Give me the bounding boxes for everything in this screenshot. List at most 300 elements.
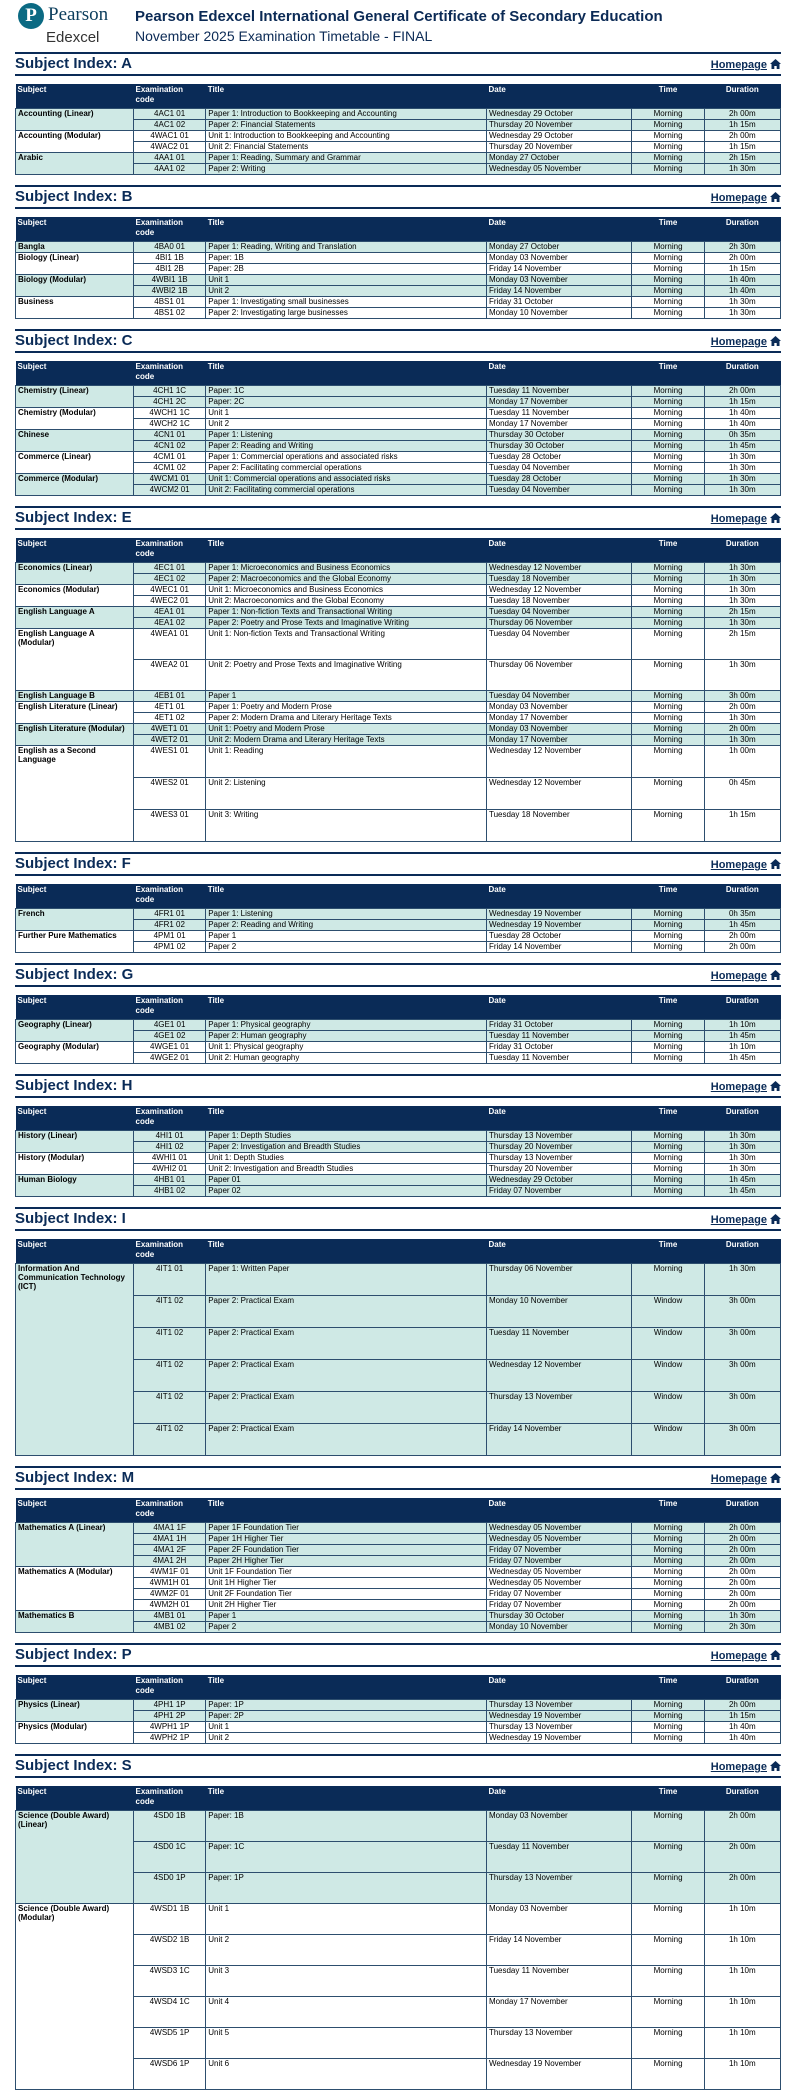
- exam-code: 4WCH2 1C: [134, 419, 206, 430]
- homepage-link[interactable]: Homepage: [710, 1081, 767, 1093]
- exam-date: Tuesday 11 November: [486, 1966, 631, 1997]
- homepage-link[interactable]: Homepage: [710, 192, 767, 204]
- section-title: Subject Index: A: [15, 55, 132, 72]
- paper-title: Paper 01: [206, 1175, 487, 1186]
- subject-name: Arabic: [16, 153, 134, 175]
- subject-name: Biology (Modular): [16, 275, 134, 297]
- exam-code: 4CN1 02: [134, 441, 206, 452]
- exam-date: Thursday 13 November: [486, 1153, 631, 1164]
- exam-date: Thursday 20 November: [486, 1142, 631, 1153]
- table-row: [16, 430, 781, 441]
- timetable-table: [15, 538, 781, 842]
- exam-duration: 1h 30m: [704, 713, 780, 724]
- home-icon[interactable]: [770, 1473, 781, 1483]
- subject-name: Geography (Linear): [16, 1020, 134, 1042]
- paper-title: Unit 1: Depth Studies: [206, 1153, 487, 1164]
- home-icon[interactable]: [770, 192, 781, 202]
- paper-title: Paper: 1C: [206, 1842, 487, 1873]
- exam-date: Tuesday 11 November: [486, 408, 631, 419]
- exam-date: Friday 07 November: [486, 1545, 631, 1556]
- exam-date: Monday 03 November: [486, 253, 631, 264]
- exam-code: 4HI1 01: [134, 1131, 206, 1142]
- exam-date: Tuesday 28 October: [486, 452, 631, 463]
- exam-code: 4WGE1 01: [134, 1042, 206, 1053]
- paper-title: Unit 2: Human geography: [206, 1053, 487, 1064]
- home-icon[interactable]: [770, 59, 781, 69]
- paper-title: Paper 1F Foundation Tier: [206, 1523, 487, 1534]
- table-header-row: [16, 1675, 781, 1700]
- homepage-link[interactable]: Homepage: [710, 970, 767, 982]
- exam-date: Monday 03 November: [486, 1811, 631, 1842]
- homepage-link[interactable]: Homepage: [710, 1650, 767, 1662]
- home-icon[interactable]: [770, 1761, 781, 1771]
- column-header-subj: Subject: [16, 217, 134, 242]
- table-row: [16, 724, 781, 735]
- paper-title: Paper 1: Written Paper: [206, 1264, 487, 1296]
- timetable-table: [15, 1498, 781, 1633]
- exam-duration: 2h 00m: [704, 942, 780, 953]
- column-header-dur: Duration: [704, 1498, 780, 1523]
- section-header: [15, 185, 781, 209]
- section-title: Subject Index: H: [15, 1077, 133, 1094]
- exam-duration: 2h 00m: [704, 253, 780, 264]
- paper-title: Unit 1: Non-fiction Texts and Transactional Writing: [206, 629, 487, 660]
- exam-date: Tuesday 18 November: [486, 810, 631, 842]
- column-header-code: Examination code: [134, 217, 206, 242]
- exam-code: 4MA1 1H: [134, 1534, 206, 1545]
- exam-code: 4IT1 02: [134, 1296, 206, 1328]
- paper-title: Paper 1: Microeconomics and Business Economics: [206, 563, 487, 574]
- column-header-dur: Duration: [704, 884, 780, 909]
- exam-code: 4WCM2 01: [134, 485, 206, 496]
- timetable-table: [15, 217, 781, 319]
- section-title: Subject Index: P: [15, 1646, 132, 1663]
- paper-title: Paper 2: Reading and Writing: [206, 920, 487, 931]
- paper-title: Unit 1: Poetry and Modern Prose: [206, 724, 487, 735]
- exam-date: Wednesday 12 November: [486, 778, 631, 810]
- exam-date: Friday 14 November: [486, 942, 631, 953]
- paper-title: Paper 2: Practical Exam: [206, 1296, 487, 1328]
- timetable-table: [15, 1675, 781, 1744]
- column-header-time: Time: [632, 1239, 704, 1264]
- exam-time: Morning: [632, 735, 704, 746]
- exam-code: 4PH1 1P: [134, 1700, 206, 1711]
- paper-title: Paper 2: Facilitating commercial operations: [206, 463, 487, 474]
- exam-code: 4IT1 02: [134, 1360, 206, 1392]
- exam-time: Morning: [632, 1042, 704, 1053]
- exam-duration: 1h 30m: [704, 308, 780, 319]
- column-header-date: Date: [486, 84, 631, 109]
- exam-duration: 2h 15m: [704, 629, 780, 660]
- column-header-subj: Subject: [16, 1498, 134, 1523]
- subject-name: Chemistry (Modular): [16, 408, 134, 430]
- exam-date: Thursday 20 November: [486, 120, 631, 131]
- column-header-time: Time: [632, 995, 704, 1020]
- exam-time: Morning: [632, 1020, 704, 1031]
- paper-title: Unit 2: Macroeconomics and the Global Economy: [206, 596, 487, 607]
- exam-time: Morning: [632, 386, 704, 397]
- exam-time: Morning: [632, 2028, 704, 2059]
- exam-time: Morning: [632, 397, 704, 408]
- subject-name: French: [16, 909, 134, 931]
- exam-time: Morning: [632, 1711, 704, 1722]
- pearson-p-icon: P: [18, 3, 44, 29]
- subject-name: English Literature (Linear): [16, 702, 134, 724]
- paper-title: Paper 2: Financial Statements: [206, 120, 487, 131]
- exam-time: Morning: [632, 1567, 704, 1578]
- subject-name: Geography (Modular): [16, 1042, 134, 1064]
- exam-code: 4EC1 02: [134, 574, 206, 585]
- paper-title: Paper: 1B: [206, 253, 487, 264]
- homepage-link[interactable]: Homepage: [710, 336, 767, 348]
- exam-date: Thursday 30 October: [486, 441, 631, 452]
- timetable-table: [15, 361, 781, 496]
- exam-time: Morning: [632, 297, 704, 308]
- column-header-time: Time: [632, 1498, 704, 1523]
- column-header-time: Time: [632, 361, 704, 386]
- subject-name: Science (Double Award) (Modular): [16, 1904, 134, 2090]
- exam-time: Window: [632, 1360, 704, 1392]
- table-row: [16, 253, 781, 264]
- exam-duration: 1h 00m: [704, 746, 780, 778]
- exam-code: 4EB1 01: [134, 691, 206, 702]
- exam-code: 4WGE2 01: [134, 1053, 206, 1064]
- column-header-dur: Duration: [704, 538, 780, 563]
- column-header-time: Time: [632, 1786, 704, 1811]
- exam-code: 4WES1 01: [134, 746, 206, 778]
- exam-code: 4WBI1 1B: [134, 275, 206, 286]
- exam-time: Morning: [632, 596, 704, 607]
- table-row: [16, 931, 781, 942]
- section-header: [15, 1207, 781, 1231]
- exam-duration: 2h 00m: [704, 1600, 780, 1611]
- exam-date: Thursday 20 November: [486, 1164, 631, 1175]
- table-row: [16, 691, 781, 702]
- exam-time: Morning: [632, 153, 704, 164]
- exam-duration: 1h 10m: [704, 1904, 780, 1935]
- exam-code: 4HI1 02: [134, 1142, 206, 1153]
- subject-name: Accounting (Modular): [16, 131, 134, 153]
- table-row: [16, 1722, 781, 1733]
- exam-time: Morning: [632, 452, 704, 463]
- exam-date: Tuesday 11 November: [486, 386, 631, 397]
- exam-date: Wednesday 12 November: [486, 563, 631, 574]
- column-header-time: Time: [632, 538, 704, 563]
- section-header: [15, 1754, 781, 1778]
- subject-name: History (Modular): [16, 1153, 134, 1175]
- exam-code: 4WCH1 1C: [134, 408, 206, 419]
- subject-name: Further Pure Mathematics: [16, 931, 134, 953]
- exam-duration: 1h 15m: [704, 142, 780, 153]
- exam-time: Morning: [632, 607, 704, 618]
- exam-code: 4MA1 1F: [134, 1523, 206, 1534]
- exam-duration: 1h 30m: [704, 596, 780, 607]
- exam-time: Morning: [632, 430, 704, 441]
- exam-code: 4AA1 01: [134, 153, 206, 164]
- exam-time: Morning: [632, 702, 704, 713]
- column-header-title: Title: [206, 884, 487, 909]
- table-row: [16, 452, 781, 463]
- exam-date: Tuesday 11 November: [486, 1328, 631, 1360]
- exam-time: Morning: [632, 909, 704, 920]
- exam-duration: 1h 30m: [704, 1142, 780, 1153]
- exam-duration: 1h 30m: [704, 660, 780, 691]
- column-header-title: Title: [206, 361, 487, 386]
- paper-title: Paper 1: Non-fiction Texts and Transactional Writing: [206, 607, 487, 618]
- paper-title: Unit 2: Modern Drama and Literary Heritage Texts: [206, 735, 487, 746]
- exam-code: 4SD0 1P: [134, 1873, 206, 1904]
- table-row: [16, 1611, 781, 1622]
- exam-date: Wednesday 12 November: [486, 585, 631, 596]
- exam-duration: 2h 00m: [704, 931, 780, 942]
- paper-title: Paper 2: Practical Exam: [206, 1328, 487, 1360]
- table-row: [16, 1153, 781, 1164]
- exam-date: Monday 17 November: [486, 713, 631, 724]
- table-header-row: [16, 217, 781, 242]
- exam-time: Morning: [632, 1142, 704, 1153]
- exam-duration: 1h 10m: [704, 2028, 780, 2059]
- column-header-time: Time: [632, 1675, 704, 1700]
- table-header-row: [16, 361, 781, 386]
- home-icon[interactable]: [770, 336, 781, 346]
- table-header-row: [16, 538, 781, 563]
- exam-time: Morning: [632, 242, 704, 253]
- paper-title: Unit 1: [206, 1722, 487, 1733]
- subject-name: English Language A: [16, 607, 134, 629]
- paper-title: Paper 1: Reading, Summary and Grammar: [206, 153, 487, 164]
- paper-title: Unit 2: Facilitating commercial operations: [206, 485, 487, 496]
- exam-date: Thursday 06 November: [486, 618, 631, 629]
- exam-time: Morning: [632, 408, 704, 419]
- home-icon[interactable]: [770, 1650, 781, 1660]
- homepage-link[interactable]: Homepage: [710, 513, 767, 525]
- exam-duration: 1h 10m: [704, 1042, 780, 1053]
- exam-date: Wednesday 05 November: [486, 1534, 631, 1545]
- exam-code: 4CH1 2C: [134, 397, 206, 408]
- column-header-code: Examination code: [134, 1786, 206, 1811]
- exam-date: Thursday 20 November: [486, 142, 631, 153]
- paper-title: Unit 2F Foundation Tier: [206, 1589, 487, 1600]
- exam-code: 4MA1 2F: [134, 1545, 206, 1556]
- exam-duration: 1h 40m: [704, 408, 780, 419]
- exam-date: Wednesday 19 November: [486, 1711, 631, 1722]
- exam-time: Morning: [632, 164, 704, 175]
- exam-code: 4PM1 02: [134, 942, 206, 953]
- exam-duration: 3h 00m: [704, 1360, 780, 1392]
- exam-time: Morning: [632, 275, 704, 286]
- exam-time: Morning: [632, 618, 704, 629]
- exam-duration: 1h 45m: [704, 1186, 780, 1197]
- exam-duration: 1h 45m: [704, 920, 780, 931]
- exam-duration: 1h 45m: [704, 441, 780, 452]
- paper-title: Paper 1: Commercial operations and associated risks: [206, 452, 487, 463]
- exam-duration: 3h 00m: [704, 691, 780, 702]
- section-header: [15, 852, 781, 876]
- exam-time: Morning: [632, 1264, 704, 1296]
- section-header: [15, 963, 781, 987]
- paper-title: Paper 2H Higher Tier: [206, 1556, 487, 1567]
- logo-pearson-text: Pearson: [48, 4, 109, 25]
- column-header-subj: Subject: [16, 884, 134, 909]
- exam-date: Monday 27 October: [486, 242, 631, 253]
- exam-date: Friday 07 November: [486, 1589, 631, 1600]
- table-row: [16, 1131, 781, 1142]
- subject-name: English Language A (Modular): [16, 629, 134, 691]
- exam-code: 4FR1 02: [134, 920, 206, 931]
- paper-title: Unit 1: Introduction to Bookkeeping and Accounting: [206, 131, 487, 142]
- paper-title: Unit 1F Foundation Tier: [206, 1567, 487, 1578]
- exam-duration: 1h 45m: [704, 1175, 780, 1186]
- exam-duration: 1h 10m: [704, 1020, 780, 1031]
- exam-duration: 1h 30m: [704, 463, 780, 474]
- home-icon[interactable]: [770, 1214, 781, 1224]
- subject-name: Economics (Linear): [16, 563, 134, 585]
- exam-duration: 2h 00m: [704, 1811, 780, 1842]
- exam-duration: 1h 10m: [704, 1966, 780, 1997]
- exam-date: Thursday 13 November: [486, 1131, 631, 1142]
- exam-date: Tuesday 04 November: [486, 485, 631, 496]
- section-header: [15, 329, 781, 353]
- paper-title: Paper 1: Poetry and Modern Prose: [206, 702, 487, 713]
- exam-duration: 2h 00m: [704, 1842, 780, 1873]
- exam-time: Morning: [632, 660, 704, 691]
- exam-date: Wednesday 05 November: [486, 1578, 631, 1589]
- exam-date: Thursday 13 November: [486, 1722, 631, 1733]
- timetable-table: [15, 1786, 781, 2090]
- exam-date: Monday 17 November: [486, 397, 631, 408]
- exam-code: 4BS1 01: [134, 297, 206, 308]
- subject-name: Physics (Linear): [16, 1700, 134, 1722]
- section-header: [15, 506, 781, 530]
- exam-time: Morning: [632, 485, 704, 496]
- exam-time: Morning: [632, 463, 704, 474]
- exam-code: 4CH1 1C: [134, 386, 206, 397]
- exam-code: 4SD0 1B: [134, 1811, 206, 1842]
- exam-duration: 2h 00m: [704, 1873, 780, 1904]
- exam-time: Morning: [632, 1153, 704, 1164]
- exam-time: Morning: [632, 1175, 704, 1186]
- table-row: [16, 1264, 781, 1296]
- column-header-date: Date: [486, 1498, 631, 1523]
- exam-time: Morning: [632, 1966, 704, 1997]
- subject-name: Chinese: [16, 430, 134, 452]
- exam-duration: 2h 00m: [704, 131, 780, 142]
- exam-date: Thursday 30 October: [486, 430, 631, 441]
- exam-code: 4WHI2 01: [134, 1164, 206, 1175]
- exam-duration: 1h 10m: [704, 2059, 780, 2090]
- exam-code: 4EA1 01: [134, 607, 206, 618]
- table-row: [16, 408, 781, 419]
- column-header-subj: Subject: [16, 84, 134, 109]
- exam-time: Morning: [632, 1733, 704, 1744]
- exam-code: 4WSD5 1P: [134, 2028, 206, 2059]
- exam-time: Morning: [632, 629, 704, 660]
- exam-duration: 2h 15m: [704, 153, 780, 164]
- exam-code: 4WHI1 01: [134, 1153, 206, 1164]
- paper-title: Unit 3: [206, 1966, 487, 1997]
- exam-date: Monday 17 November: [486, 419, 631, 430]
- paper-title: Unit 1: Reading: [206, 746, 487, 778]
- exam-time: Morning: [632, 1811, 704, 1842]
- exam-duration: 1h 30m: [704, 452, 780, 463]
- exam-date: Monday 27 October: [486, 153, 631, 164]
- table-row: [16, 563, 781, 574]
- column-header-subj: Subject: [16, 538, 134, 563]
- exam-time: Window: [632, 1392, 704, 1424]
- exam-duration: 1h 30m: [704, 474, 780, 485]
- exam-code: 4IT1 01: [134, 1264, 206, 1296]
- column-header-subj: Subject: [16, 995, 134, 1020]
- exam-date: Tuesday 28 October: [486, 474, 631, 485]
- exam-time: Morning: [632, 585, 704, 596]
- column-header-date: Date: [486, 361, 631, 386]
- home-icon[interactable]: [770, 970, 781, 980]
- home-icon[interactable]: [770, 859, 781, 869]
- exam-duration: 1h 30m: [704, 585, 780, 596]
- exam-date: Wednesday 19 November: [486, 1733, 631, 1744]
- paper-title: Unit 2: [206, 286, 487, 297]
- exam-code: 4ET1 01: [134, 702, 206, 713]
- exam-time: Morning: [632, 942, 704, 953]
- exam-duration: 1h 30m: [704, 1153, 780, 1164]
- table-row: [16, 629, 781, 660]
- table-header-row: [16, 884, 781, 909]
- column-header-code: Examination code: [134, 361, 206, 386]
- exam-code: 4PH1 2P: [134, 1711, 206, 1722]
- exam-duration: 1h 40m: [704, 286, 780, 297]
- exam-code: 4WEC2 01: [134, 596, 206, 607]
- homepage-link[interactable]: Homepage: [710, 1473, 767, 1485]
- exam-duration: 2h 00m: [704, 1545, 780, 1556]
- paper-title: Paper 2: [206, 942, 487, 953]
- homepage-link[interactable]: Homepage: [710, 59, 767, 71]
- paper-title: Unit 4: [206, 1997, 487, 2028]
- exam-time: Morning: [632, 441, 704, 452]
- exam-date: Tuesday 11 November: [486, 1031, 631, 1042]
- paper-title: Unit 3: Writing: [206, 810, 487, 842]
- table-header-row: [16, 1239, 781, 1264]
- exam-date: Wednesday 12 November: [486, 746, 631, 778]
- exam-code: 4WM2F 01: [134, 1589, 206, 1600]
- exam-time: Morning: [632, 691, 704, 702]
- home-icon[interactable]: [770, 1081, 781, 1091]
- exam-time: Morning: [632, 1873, 704, 1904]
- document-subtitle: November 2025 Examination Timetable - FINAL: [135, 28, 433, 44]
- exam-duration: 0h 35m: [704, 430, 780, 441]
- exam-date: Thursday 06 November: [486, 1264, 631, 1296]
- table-row: [16, 386, 781, 397]
- exam-date: Monday 17 November: [486, 735, 631, 746]
- column-header-dur: Duration: [704, 995, 780, 1020]
- paper-title: Paper: 2B: [206, 264, 487, 275]
- exam-date: Friday 07 November: [486, 1186, 631, 1197]
- paper-title: Unit 2: Poetry and Prose Texts and Imaginative Writing: [206, 660, 487, 691]
- column-header-title: Title: [206, 995, 487, 1020]
- column-header-title: Title: [206, 1239, 487, 1264]
- home-icon[interactable]: [770, 513, 781, 523]
- column-header-dur: Duration: [704, 1786, 780, 1811]
- exam-time: Morning: [632, 713, 704, 724]
- exam-duration: 2h 15m: [704, 607, 780, 618]
- paper-title: Unit 1: Physical geography: [206, 1042, 487, 1053]
- exam-date: Wednesday 29 October: [486, 1175, 631, 1186]
- homepage-link[interactable]: Homepage: [710, 1214, 767, 1226]
- homepage-link[interactable]: Homepage: [710, 1761, 767, 1773]
- paper-title: Unit 5: [206, 2028, 487, 2059]
- homepage-link[interactable]: Homepage: [710, 859, 767, 871]
- subject-name: Information And Communication Technology (ICT): [16, 1264, 134, 1456]
- table-row: [16, 153, 781, 164]
